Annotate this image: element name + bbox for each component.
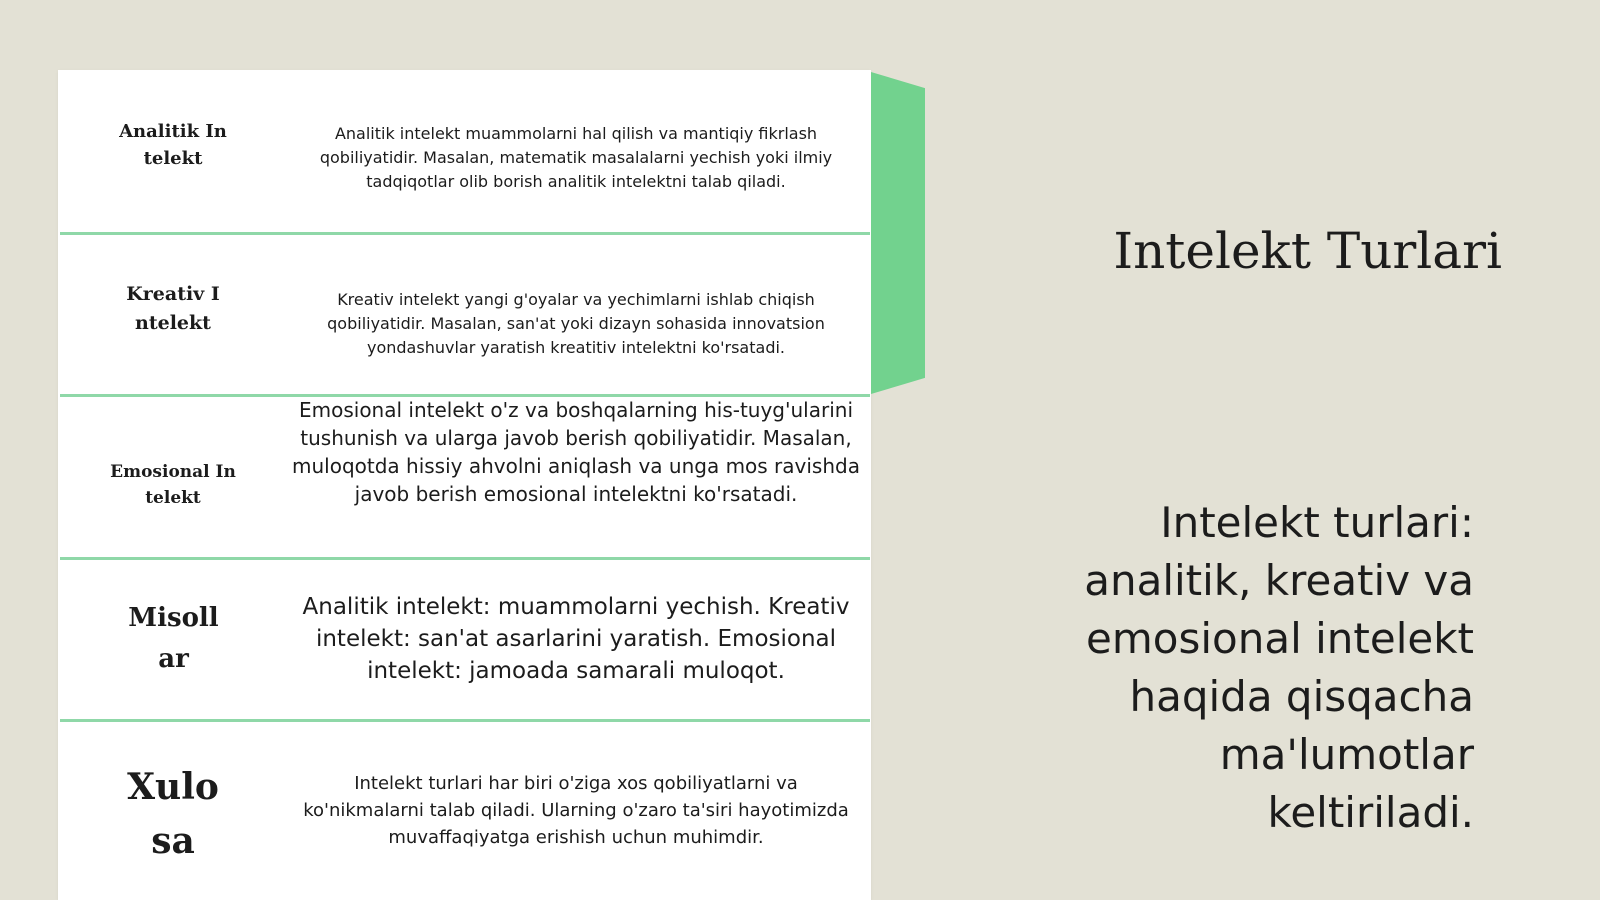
table-row-kreativ [58,235,871,394]
intellect-types-table [58,70,871,900]
table-row-misollar [58,560,871,719]
table-row-emosional [58,397,871,557]
slide-title: Intelekt Turlari [1113,222,1502,280]
table-row-analitik [58,70,871,232]
row-description: Kreativ intelekt yangi g'oyalar va yechimlarni ishlab chiqish qobiliyatidir. Masalan, san'at yoki dizayn sohasida innovatsion yondashuvlar yaratish kreatitiv intelektni ko'rsatadi. [327,290,825,357]
green-accent-tab [871,72,925,394]
row-label: Misollar [128,603,219,674]
table-row-xulosa [58,722,871,900]
row-description: Emosional intelekt o'z va boshqalarning his-tuyg'ularini tushunish va ularga javob berish qobiliyatidir. Masalan, muloqotda hissiy ahvolni aniqlash va unga mos ravishda javob berish emosional intelektni ko'rsatadi. [292,398,860,506]
row-description: Analitik intelekt muammolarni hal qilish va mantiqiy fikrlash qobiliyatidir. Masalan, matematik masalalarni yechish yoki ilmiy tadqiqotlar olib borish analitik intelektni talab qiladi. [319,124,833,191]
row-label: Analitik Intelekt [119,121,227,169]
row-description: Analitik intelekt: muammolarni yechish. Kreativ intelekt: san'at asarlarini yaratish. Emosional intelekt: jamoada samarali muloqot. [302,594,850,684]
row-label: Xulosa [127,766,219,862]
row-label: Emosional Intelekt [110,462,236,508]
row-description: Intelekt turlari har biri o'ziga xos qobiliyatlarni va ko'nikmalarni talab qiladi. Ularning o'zaro ta'siri hayotimizda muvaffaqiyatga erishish uchun muhimdir. [303,773,849,848]
slide-summary: Intelekt turlari: analitik, kreativ va emosional intelekt haqida qisqacha ma'lumotlar keltiriladi. [1084,498,1474,837]
row-label: Kreativ Intelekt [126,283,220,334]
